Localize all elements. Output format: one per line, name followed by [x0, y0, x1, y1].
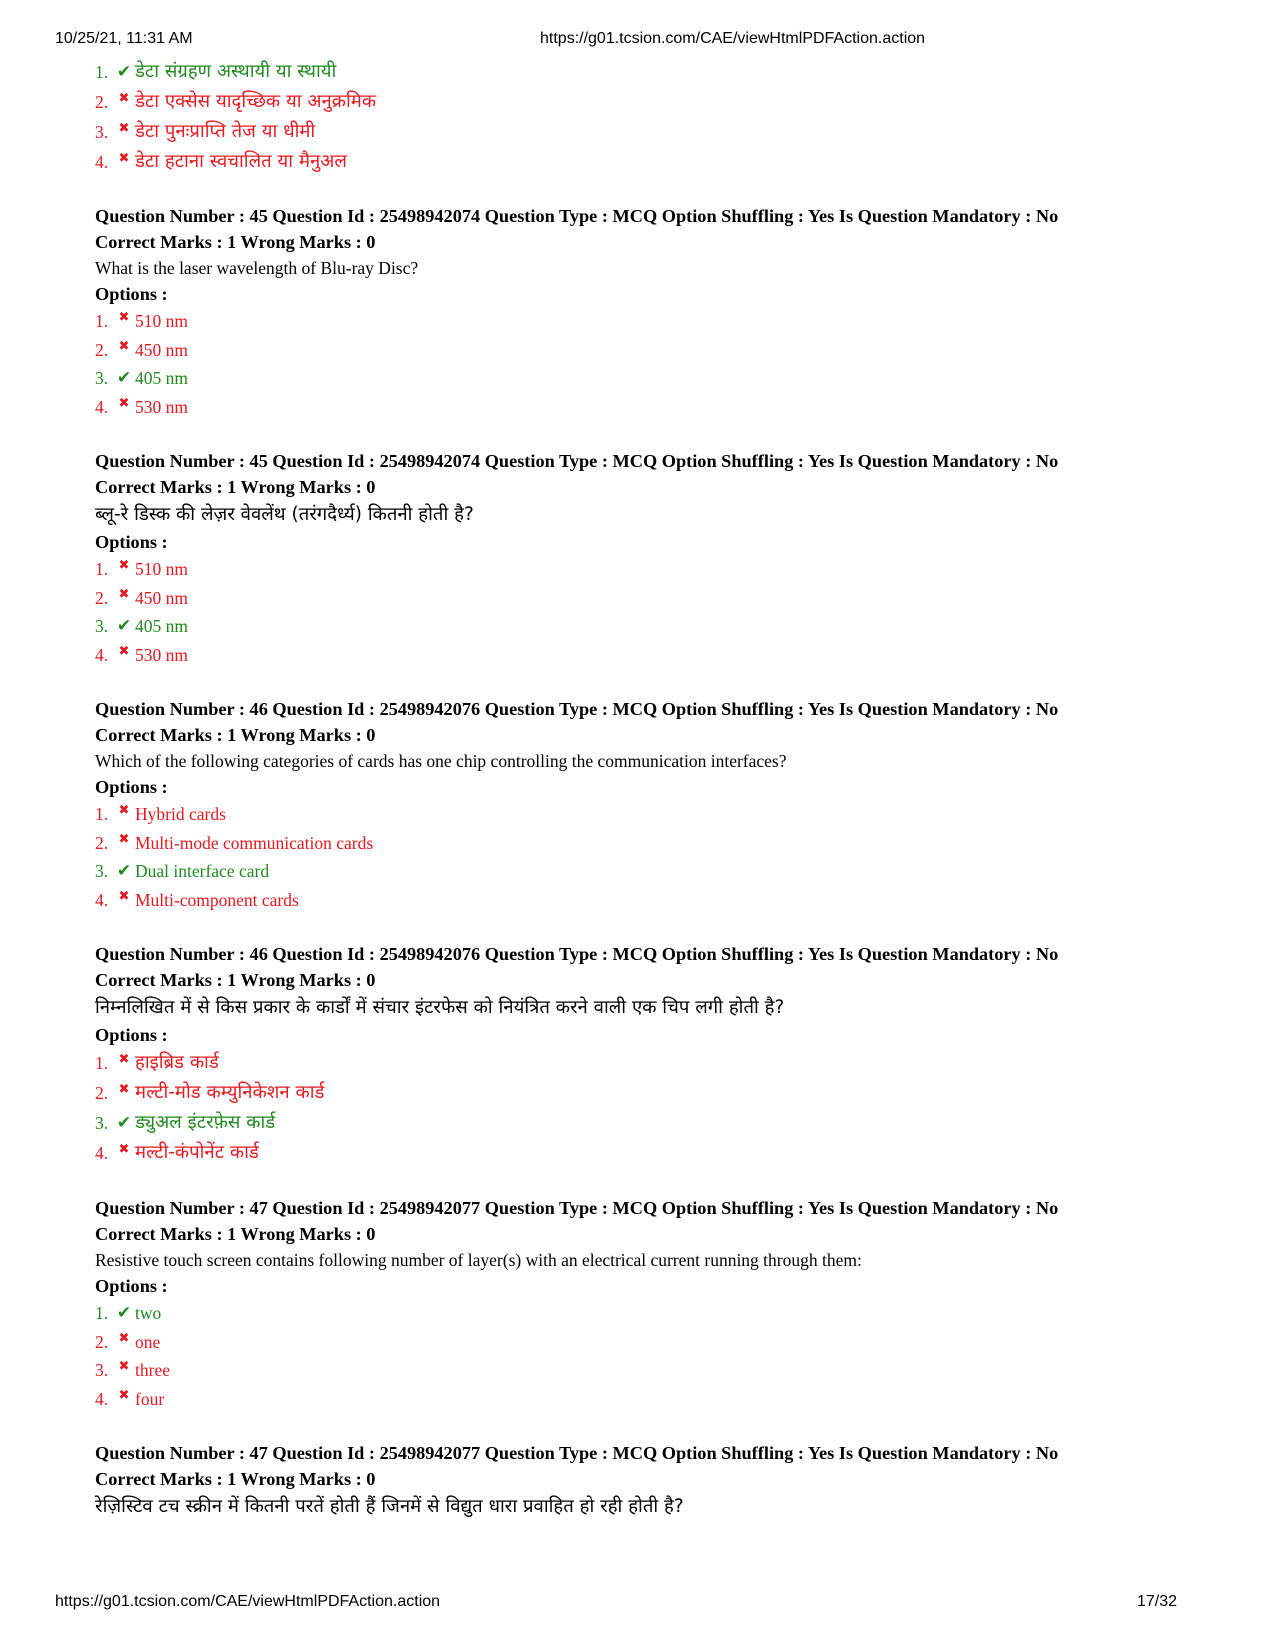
page-content [95, 57, 1205, 1548]
option-number: 1. [95, 1053, 109, 1073]
option-number: 2. [95, 1331, 109, 1352]
option-text: Hybrid cards [135, 804, 226, 824]
question-text: What is the laser wavelength of Blu-ray Disc? [95, 258, 419, 278]
options-label: Options : [95, 1276, 168, 1296]
option-text: मल्टी-कंपोनेंट कार्ड [135, 1142, 259, 1163]
cross-icon: ✖ [118, 888, 130, 904]
option-item [95, 584, 1205, 613]
header-url: https://g01.tcsion.com/CAE/viewHtmlPDFAction.action [540, 30, 926, 47]
option-item [95, 87, 1205, 117]
option-item [95, 800, 1205, 829]
option-text: हाइब्रिड कार्ड [135, 1052, 219, 1073]
cross-icon: ✖ [118, 558, 130, 573]
option-text: 510 nm [135, 311, 188, 331]
cross-icon: ✖ [118, 395, 130, 411]
cross-icon: ✖ [118, 1330, 130, 1346]
option-number: 1. [95, 804, 109, 824]
option-number: 4. [95, 1143, 109, 1163]
options-label: Options : [95, 777, 168, 797]
option-item [95, 612, 1205, 641]
option-number: 3. [95, 368, 109, 388]
option-text: Dual interface card [135, 861, 270, 881]
option-number: 4. [95, 396, 109, 417]
question-meta: Question Number : 47 Question Id : 25498942077 Question Type : MCQ Option Shuffling : Yes Is Question Mandatory : No [95, 1443, 1059, 1463]
option-item [95, 1078, 1205, 1108]
option-item [95, 57, 1205, 87]
question-text: निम्नलिखित में से किस प्रकार के कार्डों में संचार इंटरफेस को नियंत्रित करने वाली एक चिप लगी होती है? [95, 997, 785, 1018]
cross-icon: ✖ [118, 91, 130, 106]
option-number: 4. [95, 152, 109, 172]
option-text: Multi-mode communication cards [135, 832, 374, 853]
option-number: 3. [95, 861, 109, 881]
option-text: 530 nm [135, 644, 188, 665]
cross-icon: ✖ [118, 1052, 130, 1067]
page-number: 17/32 [1136, 1593, 1177, 1610]
option-list [95, 57, 1205, 177]
option-item [95, 364, 1205, 393]
option-number: 2. [95, 587, 109, 608]
question-marks: Correct Marks : 1 Wrong Marks : 0 [95, 232, 376, 252]
option-number: 3. [95, 1360, 109, 1380]
check-icon: ✔ [116, 616, 132, 636]
option-number: 1. [95, 311, 109, 331]
question-meta: Question Number : 47 Question Id : 25498942077 Question Type : MCQ Option Shuffling : Yes Is Question Mandatory : No [95, 1198, 1059, 1218]
question-meta: Question Number : 46 Question Id : 25498942076 Question Type : MCQ Option Shuffling : Yes Is Question Mandatory : No [95, 699, 1059, 719]
option-item [95, 1048, 1205, 1078]
question-marks: Correct Marks : 1 Wrong Marks : 0 [95, 1469, 376, 1489]
question-meta: Question Number : 45 Question Id : 25498942074 Question Type : MCQ Option Shuffling : Yes Is Question Mandatory : No [95, 451, 1059, 471]
question-marks: Correct Marks : 1 Wrong Marks : 0 [95, 477, 376, 497]
question-text: Which of the following categories of cards has one chip controlling the communication interfaces? [95, 751, 787, 771]
option-text: 405 nm [135, 368, 188, 388]
options-label: Options : [95, 532, 168, 552]
question-meta: Question Number : 45 Question Id : 25498942074 Question Type : MCQ Option Shuffling : Yes Is Question Mandatory : No [95, 206, 1059, 226]
cross-icon: ✖ [118, 1082, 130, 1097]
option-list [95, 555, 1205, 669]
question-block [95, 203, 1205, 421]
option-item [95, 147, 1205, 177]
option-item [95, 1299, 1205, 1328]
check-icon: ✔ [116, 62, 132, 82]
question-text: ब्लू-रे डिस्क की लेज़र वेवलेंथ (तरंगदैर्ध्य) कितनी होती है? [95, 504, 474, 525]
option-text: 405 nm [135, 616, 188, 636]
check-icon: ✔ [116, 861, 132, 881]
question-text: Resistive touch screen contains following number of layer(s) with an electrical current running through them: [95, 1250, 862, 1270]
cross-icon: ✖ [118, 803, 130, 818]
cross-icon: ✖ [118, 121, 130, 136]
option-text: 450 nm [135, 339, 188, 360]
option-number: 2. [95, 1083, 109, 1103]
check-icon: ✔ [116, 368, 132, 388]
cross-icon: ✖ [118, 310, 130, 325]
cross-icon: ✖ [118, 338, 130, 354]
option-item [95, 829, 1205, 858]
option-list [95, 800, 1205, 914]
option-text: Multi-component cards [135, 889, 299, 910]
option-text: डेटा एक्सेस यादृच्छिक या अनुक्रमिक [135, 91, 377, 112]
option-text: two [135, 1303, 162, 1323]
option-number: 2. [95, 339, 109, 360]
option-number: 1. [95, 62, 109, 82]
question-marks: Correct Marks : 1 Wrong Marks : 0 [95, 970, 376, 990]
option-number: 2. [95, 832, 109, 853]
option-text: four [135, 1388, 165, 1409]
option-item [95, 336, 1205, 365]
check-icon: ✔ [116, 1303, 132, 1323]
option-text: three [135, 1360, 170, 1380]
question-marks: Correct Marks : 1 Wrong Marks : 0 [95, 725, 376, 745]
cross-icon: ✖ [118, 1359, 130, 1374]
question-text: रेज़िस्टिव टच स्क्रीन में कितनी परतें होती हैं जिनमें से विद्युत धारा प्रवाहित हो रही होती है? [95, 1496, 684, 1517]
option-item [95, 1328, 1205, 1357]
question-list [95, 203, 1205, 1521]
options-label: Options : [95, 284, 168, 304]
option-number: 4. [95, 644, 109, 665]
option-number: 1. [95, 1303, 109, 1323]
header-datetime: 10/25/21, 11:31 AM [55, 30, 193, 47]
cross-icon: ✖ [118, 831, 130, 847]
cross-icon: ✖ [118, 1142, 130, 1157]
question-marks: Correct Marks : 1 Wrong Marks : 0 [95, 1224, 376, 1244]
question-block [95, 941, 1205, 1168]
cross-icon: ✖ [118, 151, 130, 166]
option-text: डेटा संग्रहण अस्थायी या स्थायी [135, 61, 337, 82]
option-text: डेटा पुनःप्राप्ति तेज या धीमी [135, 121, 316, 142]
cross-icon: ✖ [118, 1387, 130, 1403]
cross-icon: ✖ [118, 643, 130, 659]
option-number: 4. [95, 889, 109, 910]
option-list [95, 307, 1205, 421]
question-block [95, 1440, 1205, 1521]
option-list [95, 1299, 1205, 1413]
check-icon: ✔ [116, 1113, 132, 1133]
question-meta: Question Number : 46 Question Id : 25498942076 Question Type : MCQ Option Shuffling : Yes Is Question Mandatory : No [95, 944, 1059, 964]
option-item [95, 1108, 1205, 1138]
option-number: 2. [95, 92, 109, 112]
footer-url: https://g01.tcsion.com/CAE/viewHtmlPDFAction.action [55, 1593, 441, 1610]
option-list [95, 1048, 1205, 1168]
question-block [95, 1195, 1205, 1413]
option-number: 3. [95, 1113, 109, 1133]
option-item [95, 1138, 1205, 1168]
option-number: 3. [95, 122, 109, 142]
option-item [95, 555, 1205, 584]
option-item [95, 1385, 1205, 1414]
option-number: 1. [95, 559, 109, 579]
cross-icon: ✖ [118, 586, 130, 602]
option-text: 510 nm [135, 559, 188, 579]
option-item [95, 886, 1205, 915]
option-item [95, 117, 1205, 147]
question-block [95, 448, 1205, 669]
option-item [95, 1356, 1205, 1385]
option-text: डेटा हटाना स्वचालित या मैनुअल [135, 151, 347, 172]
question-block [95, 696, 1205, 914]
option-text: one [135, 1331, 161, 1352]
option-number: 3. [95, 616, 109, 636]
option-number: 4. [95, 1388, 109, 1409]
option-text: ड्युअल इंटरफ़ेस कार्ड [135, 1112, 276, 1133]
option-text: 530 nm [135, 396, 188, 417]
option-item [95, 307, 1205, 336]
option-item [95, 393, 1205, 422]
option-text: मल्टी-मोड कम्युनिकेशन कार्ड [135, 1082, 325, 1103]
option-item [95, 857, 1205, 886]
option-item [95, 641, 1205, 670]
options-label: Options : [95, 1025, 168, 1045]
option-text: 450 nm [135, 587, 188, 608]
